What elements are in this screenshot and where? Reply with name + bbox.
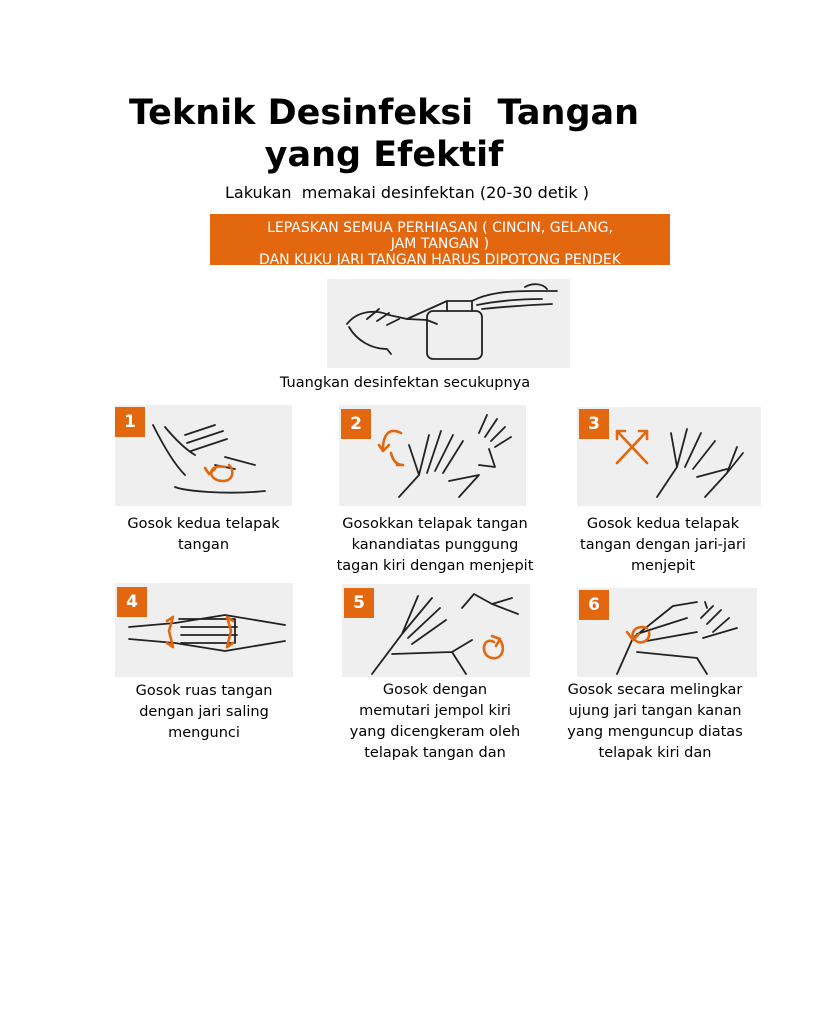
step-2-line-1: Gosokkan telapak tangan xyxy=(342,516,528,532)
step-2-line-2: kanandiatas punggung xyxy=(351,537,519,553)
rotate-fingertips-icon xyxy=(577,588,757,677)
step-6-badge: 6 xyxy=(579,590,609,620)
step-6-line-1: Gosok secara melingkar xyxy=(567,682,743,698)
step-6-line-4: telapak kiri dan xyxy=(598,745,712,761)
step-4-line-3: mengunci xyxy=(168,725,240,741)
title-line-2: yang Efektif xyxy=(264,135,504,175)
intro-caption xyxy=(240,373,570,394)
step-3-line-3: menjepit xyxy=(630,558,696,574)
interlaced-fingers-icon xyxy=(577,407,761,506)
banner-line-3: DAN KUKU JARI TANGAN HARUS DIPOTONG PENDEK xyxy=(259,252,621,268)
step-4-panel xyxy=(115,583,293,677)
step-6-line-2: ujung jari tangan kanan xyxy=(568,703,742,719)
step-1-caption xyxy=(105,514,302,553)
step-4-line-2: dengan jari saling xyxy=(139,704,269,720)
step-5-line-2: memutari jempol kiri xyxy=(359,703,511,719)
rotate-thumb-icon xyxy=(342,584,530,677)
step-3-panel xyxy=(577,407,761,506)
step-5-caption xyxy=(318,680,552,761)
page-title xyxy=(0,92,768,176)
step-2-panel xyxy=(339,405,526,506)
intro-caption-text: Tuangkan desinfektan secukupnya xyxy=(279,375,531,391)
dispenser-hands-icon xyxy=(327,279,570,368)
step-2-line-3: tagan kiri dengan menjepit xyxy=(336,558,534,574)
step-5-panel xyxy=(342,584,530,677)
step-1-line-1: Gosok kedua telapak xyxy=(127,516,280,532)
title-line-1: Teknik Desinfeksi Tangan xyxy=(128,93,640,133)
step-6-caption xyxy=(548,680,762,761)
intro-illustration xyxy=(327,279,570,368)
step-5-line-1: Gosok dengan xyxy=(382,682,488,698)
banner-line-2: JAM TANGAN ) xyxy=(390,236,490,252)
interlocked-fingers-icon xyxy=(115,583,293,677)
rub-palms-icon xyxy=(115,405,292,506)
step-5-line-3: yang dicengkeram oleh xyxy=(349,724,521,740)
banner-line-1: LEPASKAN SEMUA PERHIASAN ( CINCIN, GELANG, xyxy=(267,220,613,236)
step-3-line-1: Gosok kedua telapak xyxy=(586,516,740,532)
step-2-caption xyxy=(318,514,552,577)
rub-back-of-hand-icon xyxy=(339,405,526,506)
step-3-caption xyxy=(556,514,770,577)
step-3-badge: 3 xyxy=(579,409,609,439)
step-1-badge: 1 xyxy=(115,407,145,437)
subtitle: Lakukan memakai desinfektan (20-30 detik ) xyxy=(225,183,589,202)
step-4-badge: 4 xyxy=(117,587,147,617)
step-5-line-4: telapak tangan dan xyxy=(364,745,506,761)
step-4-line-1: Gosok ruas tangan xyxy=(135,683,273,699)
warning-banner xyxy=(210,214,670,268)
step-6-line-3: yang menguncup diatas xyxy=(567,724,743,740)
step-6-panel xyxy=(577,588,757,677)
step-2-badge: 2 xyxy=(341,409,371,439)
step-1-panel xyxy=(115,405,292,506)
step-1-line-2: tangan xyxy=(177,537,230,553)
step-5-badge: 5 xyxy=(344,588,374,618)
step-4-caption xyxy=(105,681,303,744)
step-3-line-2: tangan dengan jari-jari xyxy=(580,537,746,553)
